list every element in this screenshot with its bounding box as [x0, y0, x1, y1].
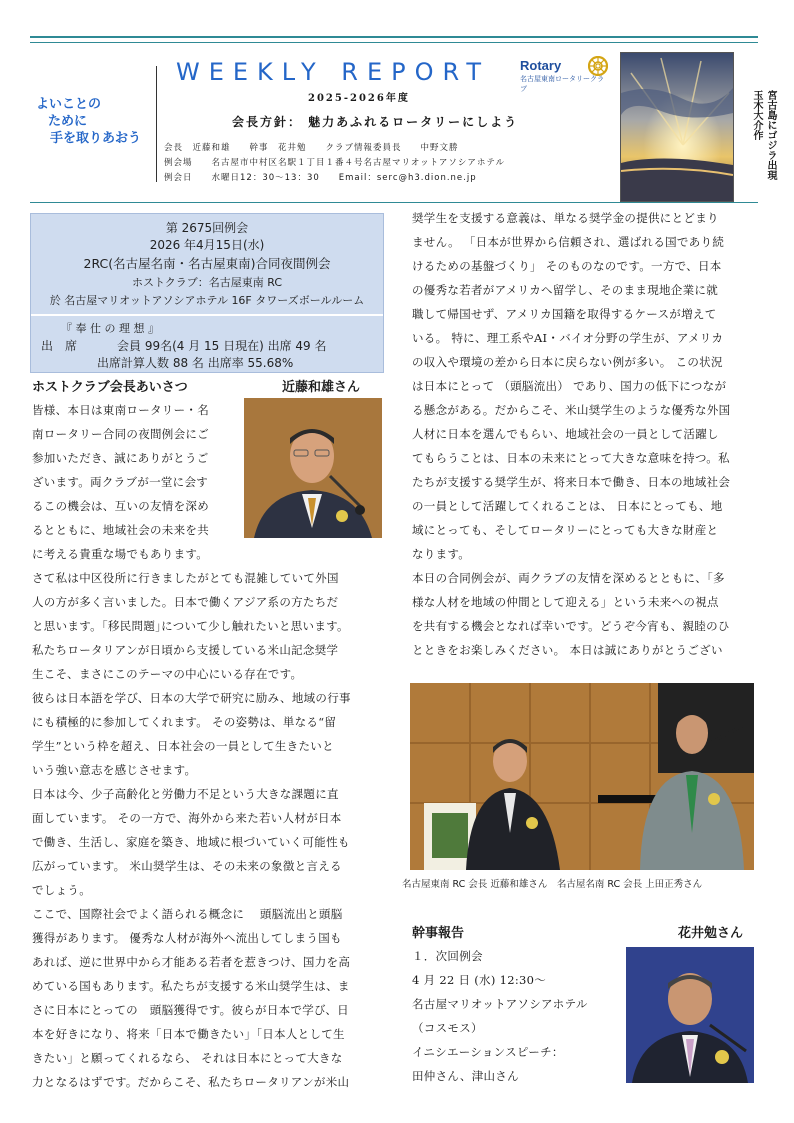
- greeting-line: は日本にとって （頭脳流出） であり、国力の低下につなが: [412, 379, 727, 393]
- header-rule-lower: [30, 202, 758, 203]
- secretary-line: １．次回例会: [412, 949, 483, 963]
- greeting-line: にも積極的に参加してくれます。 その姿勢は、単なる“留: [32, 715, 337, 729]
- presidents-photo-image: [410, 683, 754, 870]
- president-policy: 会長方針： 魅力あふれるロータリーにしよう: [232, 115, 519, 129]
- greeting-line: きたい」と願ってくれるなら、 それは日本にとって大きな: [32, 1051, 343, 1065]
- greeting-line: 職して帰国せず、アメリカ国籍を取得するケースが増えて: [412, 307, 717, 321]
- greeting-line: 本日の合同例会が、両クラブの友情を深めるとともに、「多: [412, 571, 725, 585]
- greeting-line: 彼らは日本語を学び、日本の大学で研究に励み、地域の行事: [32, 691, 351, 705]
- greeting-line: 皆様、本日は東南ロータリー・名: [32, 403, 209, 417]
- painting-title: 宮古島にゴジラ出現: [765, 90, 776, 180]
- greeting-line: 学生”という枠を超え、日本社会の一員として生きたいと: [32, 739, 334, 753]
- greeting-line: ざいます。両クラブが一堂に会す: [32, 475, 209, 489]
- greeting-line: めている国もあります。私たちが支援する米山奨学生は、ま: [32, 979, 350, 993]
- slogan-line: 手を取りあおう: [50, 131, 142, 146]
- slogan-line: ために: [48, 114, 88, 129]
- greeting-line: るとともに、地域社会の未来を共: [32, 523, 209, 537]
- greeting-line: 日本は今、少子高齢化と労働力不足という大きな課題に直: [32, 787, 339, 801]
- joint-meeting-title: 2RC(名古屋名南・名古屋東南)合同夜間例会: [83, 256, 331, 271]
- box-divider: [31, 314, 383, 316]
- greeting-line: あれば、逆に世界中から才能ある若者を惹きつけ、国力を高: [32, 955, 351, 969]
- greeting-line: さて私は中区役所に行きましたがとても混雑していて外国: [32, 571, 339, 585]
- greeting-line: いる。 特に、理工系やAI・バイオ分野の学生が、アメリカ: [412, 331, 724, 345]
- venue-line: 例会場 名古屋市中村区名駅１丁目１番４号名古屋マリオットアソシアホテル: [164, 158, 505, 168]
- meeting-date: 2026 年4月15日(水): [149, 238, 265, 252]
- secretary-line: 田仲さん、津山さん: [412, 1069, 519, 1083]
- greeting-line: いう強い意志を感じさせます。: [32, 763, 197, 777]
- header-painting: [620, 52, 734, 202]
- greeting-line: 人の方が多く言いました。日本で働くアジア系の方たちだ: [32, 595, 339, 609]
- greeting-heading: ホストクラブ会長あいさつ: [32, 380, 188, 395]
- greeting-line: 南ロータリー合同の夜間例会にご: [32, 427, 209, 441]
- greeting-line: 人材に日本を選んでもらい、地域社会の一員として活躍し: [412, 427, 719, 441]
- greeting-line: けるための基盤づくり」 そのものなのです。一方で、日本: [412, 259, 722, 273]
- greeting-line: るこの機会は、互いの友情を深め: [32, 499, 209, 513]
- greeting-line: 広がっています。 米山奨学生は、その未来の象徴と言える: [32, 859, 342, 873]
- officers-line: 会長 近藤和雄 幹事 花井勉 クラブ情報委員長 中野文勝: [164, 143, 459, 153]
- greeting-line: 奨学生を支援する意義は、単なる奨学金の提供にとどまり: [412, 211, 719, 225]
- host-club: ホストクラブ：名古屋東南 RC: [131, 276, 283, 289]
- painting-caption: [736, 90, 776, 200]
- masthead-divider: [156, 66, 157, 182]
- group-photo: [410, 683, 754, 870]
- greeting-speaker: 近藤和雄さん: [282, 380, 361, 395]
- secretary-line: 名古屋マリオットアソシアホテル: [412, 997, 588, 1011]
- secretary-heading: 幹事報告: [412, 926, 465, 941]
- rotary-wordmark: Rotary: [520, 58, 562, 73]
- greeting-line: なります。: [412, 547, 471, 561]
- greeting-line: 参加いただき、誠にありがとうご: [32, 451, 209, 465]
- greeting-line: を共有する機会となれば幸いです。どうぞ今宵も、親睦のひ: [412, 619, 730, 633]
- newsletter-title: WEEKLY REPORT: [176, 58, 491, 86]
- attendance-rate: 出席計算人数 88 名 出席率 55.68%: [97, 356, 294, 370]
- greeting-line: たちが支援する奨学生が、将来日本で働き、日本の地域社会: [412, 475, 731, 489]
- meeting-number: 第 2675回例会: [165, 221, 249, 235]
- greeting-line: と思います。｢移民問題｣について少し触れたいと思います。: [32, 619, 349, 633]
- secretary-photo-image: [626, 947, 754, 1083]
- motto: 『 奉 仕 の 理 想 』: [61, 322, 159, 335]
- sunset-painting-image: [621, 53, 733, 201]
- photo-caption: 名古屋東南 RC 会長 近藤和雄さん 名古屋名南 RC 会長 上田正秀さん: [402, 879, 703, 890]
- slogan: [32, 96, 162, 147]
- secretary-line: イニシエーションスピーチ：: [412, 1045, 564, 1059]
- secretary-speaker: 花井勉さん: [678, 926, 744, 941]
- slogan-line: よいことの: [36, 97, 102, 112]
- meeting-place: 於 名古屋マリオットアソシアホテル 16F タワーズボールルーム: [49, 294, 365, 307]
- greeting-line: さに日本にとっての 頭脳獲得です。彼らが日本で学び、日: [32, 1003, 349, 1017]
- club-name: 名古屋東南ロータリークラブ: [520, 76, 604, 93]
- secretary-line: 4 月 22 日 (水) 12:30～: [412, 973, 547, 987]
- greeting-line: 様な人材を地域の仲間として迎える」という未来への視点: [412, 595, 719, 609]
- greeting-line: で働き、生活し、家庭を築き、地域に根づいていく可能性も: [32, 835, 350, 849]
- greeting-line: でしょう。: [32, 883, 91, 897]
- greeting-line: の一員として活躍してくれることは、 日本にとっても、地: [412, 499, 723, 513]
- greeting-line: の優秀な若者がアメリカへ留学し、そのまま現地企業に就: [412, 283, 718, 297]
- secretary-body: [412, 944, 588, 1088]
- painting-artist: 玉木大介作: [751, 90, 762, 140]
- greeting-line: てもらうことは、日本の未来にとって大きな意味を持つ。私: [412, 451, 730, 465]
- secretary-photo: [626, 947, 754, 1083]
- greeting-line: る懸念がある。だからこそ、米山奨学生のような優秀な外国: [412, 403, 731, 417]
- greeting-body-right: [412, 206, 730, 662]
- attendance-label: 出 席: [41, 339, 78, 353]
- greeting-body-left: [32, 398, 351, 1094]
- greeting-line: 本を好きになり、将来「日本で働きたい」「日本人として生: [32, 1027, 345, 1041]
- greeting-line: 獲得があります。 優秀な人材が海外へ流出してしまう国も: [32, 931, 342, 945]
- greeting-line: に考える貴重な場でもあります。: [32, 547, 209, 561]
- fiscal-year: 2025-2026年度: [308, 93, 410, 104]
- greeting-line: 域にとっても、そしてロータリーにとっても大きな財産と: [412, 523, 719, 537]
- greeting-line: ここで、国際社会でよく語られる概念に 頭脳流出と頭脳: [32, 907, 343, 921]
- meeting-day-line: 例会日 水曜日12：30～13：30 Email：serc@h3.dion.ne.jp: [164, 173, 477, 183]
- greeting-line: 生こそ、まさにこのテーマの中心にいる存在です。: [32, 667, 303, 681]
- secretary-line: （コスモス）: [412, 1021, 483, 1035]
- header-rule-bottom: [30, 42, 758, 43]
- meeting-info-box: [30, 213, 384, 373]
- greeting-line: 力となるはずです。だからこそ、私たちロータリアンが米山: [32, 1075, 350, 1089]
- header-rule-top: [30, 36, 758, 38]
- greeting-line: の収入や環境の差から日本に戻らない例が多い。 この状況: [412, 355, 723, 369]
- greeting-line: 私たちロータリアンが日頃から支援している米山記念奨学: [32, 643, 339, 657]
- rotary-wheel-icon: [588, 56, 608, 76]
- greeting-line: ません。 「日本が世界から信頼され、選ばれる国であり続: [412, 235, 725, 249]
- greeting-line: 面しています。 その一方で、海外から来た若い人材が日本: [32, 811, 342, 825]
- greeting-line: とときをお楽しみください。 本日は誠にありがとうござい: [412, 643, 723, 657]
- attendance-line: 会員 99名(4 月 15 日現在) 出席 49 名: [117, 339, 327, 353]
